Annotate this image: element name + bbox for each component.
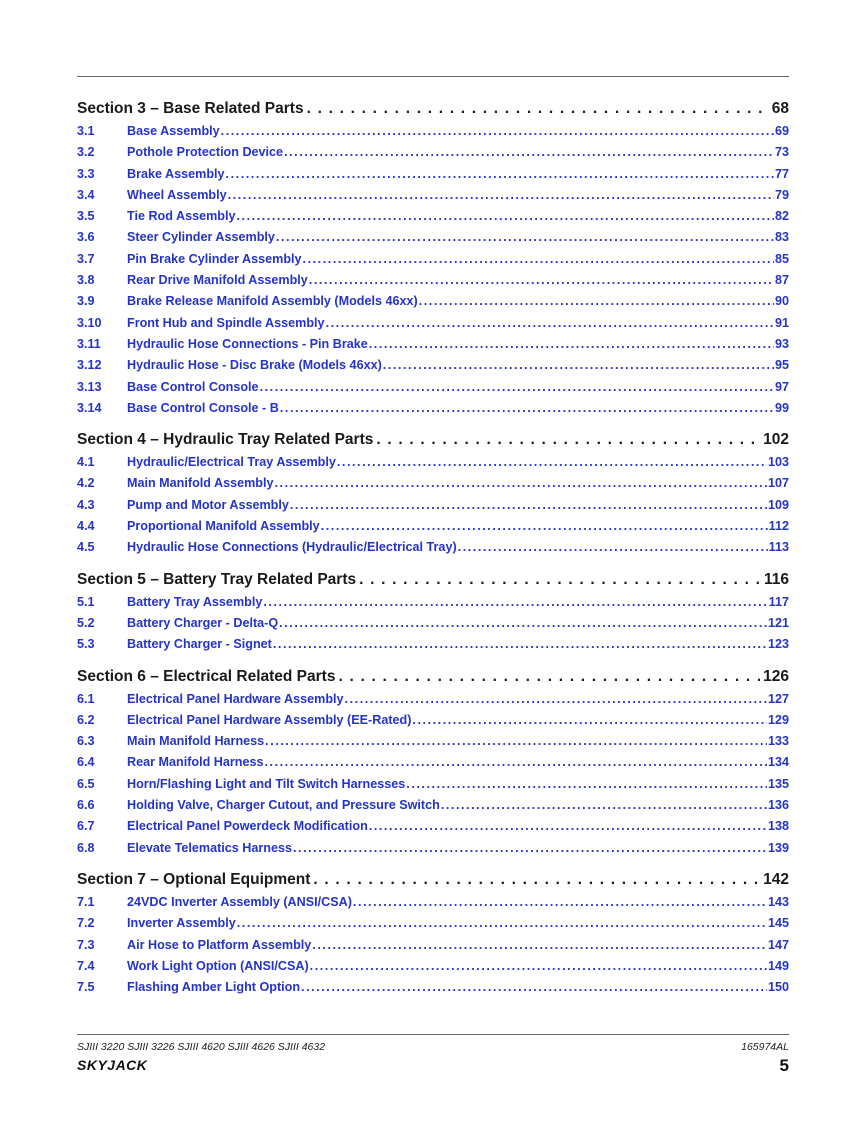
entry-page: 93 <box>774 336 789 351</box>
leader-dots <box>236 206 774 227</box>
entry-page: 79 <box>774 187 789 202</box>
leader-dots <box>237 913 767 934</box>
leader-dots <box>260 377 774 398</box>
entry-number: 7.3 <box>77 937 95 952</box>
entry-title: Front Hub and Spindle Assembly <box>127 315 325 330</box>
section-page: 68 <box>771 100 789 117</box>
entry-page: 82 <box>774 209 789 224</box>
entry-number: 4.1 <box>77 455 95 470</box>
entry-number: 5.1 <box>77 594 95 609</box>
entry-number: 5.3 <box>77 637 95 652</box>
section-heading[interactable] <box>77 568 789 592</box>
toc-entry[interactable] <box>77 142 789 163</box>
toc-entry[interactable] <box>77 913 789 934</box>
leader-dots <box>383 355 774 376</box>
leader-dots <box>345 689 767 710</box>
toc-entry[interactable] <box>77 731 789 752</box>
entry-title: Rear Manifold Harness <box>127 755 264 770</box>
section-page: 126 <box>763 667 789 685</box>
entry-page: 99 <box>774 400 789 415</box>
entry-page: 143 <box>767 894 789 909</box>
entry-page: 109 <box>767 497 789 512</box>
entry-page: 145 <box>767 916 789 931</box>
section-page: 116 <box>763 570 789 588</box>
toc-entry[interactable] <box>77 956 789 977</box>
toc-entry[interactable] <box>77 355 789 376</box>
entry-number: 3.8 <box>77 273 95 288</box>
entry-number: 3.6 <box>77 230 95 245</box>
toc-entry[interactable] <box>77 634 789 655</box>
section-title: Section 6 – Electrical Related Parts <box>77 667 336 685</box>
entry-page: 112 <box>768 519 789 534</box>
leader-dots <box>265 731 767 752</box>
entry-number: 3.9 <box>77 294 95 309</box>
leader-dots <box>273 634 767 655</box>
entry-number: 6.6 <box>77 798 95 813</box>
entry-number: 7.2 <box>77 916 95 931</box>
section-heading[interactable] <box>77 665 789 689</box>
entry-page: 107 <box>767 476 789 491</box>
toc-entry[interactable] <box>77 398 789 419</box>
toc-entry[interactable] <box>77 270 789 291</box>
entry-page: 129 <box>767 712 789 727</box>
toc-entry[interactable] <box>77 473 789 494</box>
toc-entry[interactable] <box>77 452 789 473</box>
leader-dots <box>353 892 767 913</box>
entry-title: Pothole Protection Device <box>127 145 284 160</box>
entry-title: Pin Brake Cylinder Assembly <box>127 251 302 266</box>
entry-page: 127 <box>767 691 789 706</box>
section-heading[interactable] <box>77 868 789 892</box>
entry-title: Work Light Option (ANSI/CSA) <box>127 958 309 973</box>
entry-number: 4.5 <box>77 540 95 555</box>
leader-dots <box>338 665 760 689</box>
entry-title: Inverter Assembly <box>127 916 236 931</box>
entry-title: Electrical Panel Powerdeck Modification <box>127 819 368 834</box>
toc-entry[interactable] <box>77 334 789 355</box>
entry-number: 3.3 <box>77 166 95 181</box>
entry-number: 3.5 <box>77 209 95 224</box>
table-of-contents <box>77 97 789 998</box>
section-title: Section 4 – Hydraulic Tray Related Parts <box>77 431 374 449</box>
entry-page: 136 <box>767 798 789 813</box>
entry-page: 121 <box>767 615 789 630</box>
toc-entry[interactable] <box>77 592 789 613</box>
entry-title: Horn/Flashing Light and Tilt Switch Harnesses <box>127 776 406 791</box>
entry-number: 7.4 <box>77 958 95 973</box>
toc-entry[interactable] <box>77 206 789 227</box>
entry-number: 3.11 <box>77 336 101 351</box>
toc-entry[interactable] <box>77 774 789 795</box>
entry-number: 6.3 <box>77 734 95 749</box>
toc-entry[interactable] <box>77 816 789 837</box>
entry-title: Hydraulic Hose - Disc Brake (Models 46xx) <box>127 358 382 373</box>
leader-dots <box>228 185 774 206</box>
toc-entry[interactable] <box>77 613 789 634</box>
entry-page: 103 <box>767 455 789 470</box>
toc-entry[interactable] <box>77 164 789 185</box>
entry-page: 117 <box>768 594 789 609</box>
leader-dots <box>264 752 767 773</box>
toc-entry[interactable] <box>77 291 789 312</box>
entry-title: Wheel Assembly <box>127 187 227 202</box>
entry-number: 3.1 <box>77 124 95 138</box>
toc-entry[interactable] <box>77 185 789 206</box>
leader-dots <box>419 291 774 312</box>
entry-title: Main Manifold Harness <box>127 734 265 749</box>
leader-dots <box>412 710 767 731</box>
entry-title: Base Control Console - B <box>127 400 279 415</box>
entry-number: 6.4 <box>77 755 95 770</box>
entry-page: 138 <box>767 819 789 834</box>
toc-entry[interactable] <box>77 977 789 998</box>
entry-page: 123 <box>767 637 789 652</box>
entry-page: 95 <box>774 358 789 373</box>
leader-dots <box>326 313 774 334</box>
leader-dots <box>307 97 769 121</box>
entry-number: 6.1 <box>77 691 95 706</box>
section-title: Section 5 – Battery Tray Related Parts <box>77 570 357 588</box>
leader-dots <box>221 121 774 142</box>
leader-dots <box>274 473 767 494</box>
entry-title: Brake Assembly <box>127 166 225 181</box>
entry-page: 91 <box>774 315 789 330</box>
entry-number: 6.7 <box>77 819 95 834</box>
toc-entry[interactable] <box>77 838 789 859</box>
entry-title: Flashing Amber Light Option <box>127 980 301 995</box>
leader-dots <box>359 568 761 592</box>
toc-entry[interactable] <box>77 249 789 270</box>
toc-entry[interactable] <box>77 795 789 816</box>
entry-page: 150 <box>767 980 789 995</box>
leader-dots <box>301 977 767 998</box>
entry-page: 83 <box>774 230 789 245</box>
toc-entry[interactable] <box>77 710 789 731</box>
entry-title: Pump and Motor Assembly <box>127 497 289 512</box>
toc-entry[interactable] <box>77 377 789 398</box>
entry-number: 6.8 <box>77 840 95 855</box>
section-page: 102 <box>763 431 789 449</box>
entry-page: 87 <box>774 273 789 288</box>
entry-title: Proportional Manifold Assembly <box>127 519 320 534</box>
leader-dots <box>303 249 774 270</box>
toc-entry[interactable] <box>77 689 789 710</box>
leader-dots <box>293 838 767 859</box>
page-number: 5 <box>779 1056 789 1075</box>
top-rule <box>77 76 789 77</box>
entry-title: Brake Release Manifold Assembly (Models 46xx) <box>127 294 418 309</box>
section-title: Section 3 – Base Related Parts <box>77 100 304 117</box>
entry-title: Main Manifold Assembly <box>127 476 274 491</box>
entry-page: 73 <box>774 145 789 160</box>
leader-dots <box>276 227 774 248</box>
leader-dots <box>312 935 767 956</box>
toc-entry[interactable] <box>77 935 789 956</box>
entry-title: Tie Rod Assembly <box>127 209 236 224</box>
footer-doc-code: 165974AL <box>741 1041 789 1053</box>
leader-dots <box>310 956 767 977</box>
entry-page: 90 <box>774 294 789 309</box>
entry-number: 6.5 <box>77 776 95 791</box>
entry-number: 3.10 <box>77 315 102 330</box>
entry-number: 6.2 <box>77 712 95 727</box>
entry-title: Rear Drive Manifold Assembly <box>127 273 308 288</box>
entry-page: 134 <box>767 755 789 770</box>
toc-entry[interactable] <box>77 892 789 913</box>
entry-title: Electrical Panel Hardware Assembly <box>127 691 344 706</box>
leader-dots <box>376 428 760 452</box>
leader-dots <box>369 816 767 837</box>
entry-number: 3.2 <box>77 145 95 160</box>
entry-page: 147 <box>767 937 789 952</box>
entry-page: 77 <box>774 166 789 181</box>
leader-dots <box>226 164 774 185</box>
entry-page: 85 <box>774 251 789 266</box>
entry-title: Battery Charger - Signet <box>127 637 272 652</box>
leader-dots <box>337 452 767 473</box>
toc-entry[interactable] <box>77 495 789 516</box>
leader-dots <box>284 142 774 163</box>
toc-entry[interactable] <box>77 121 789 142</box>
entry-page: 139 <box>767 840 789 855</box>
entry-number: 3.12 <box>77 358 102 373</box>
entry-page: 69 <box>774 124 789 138</box>
toc-entry[interactable] <box>77 752 789 773</box>
entry-page: 113 <box>768 540 789 555</box>
leader-dots <box>313 868 760 892</box>
section-heading[interactable] <box>77 428 789 452</box>
leader-dots <box>290 495 767 516</box>
entry-number: 4.4 <box>77 519 95 534</box>
entry-page: 133 <box>767 734 789 749</box>
entry-title: Air Hose to Platform Assembly <box>127 937 312 952</box>
leader-dots <box>441 795 767 816</box>
section-gap <box>77 419 789 428</box>
leader-dots <box>280 398 774 419</box>
entry-number: 5.2 <box>77 615 95 630</box>
leader-dots <box>369 334 774 355</box>
entry-number: 4.3 <box>77 497 95 512</box>
skyjack-logo: SKYJACK <box>77 1057 148 1073</box>
toc-entry[interactable] <box>77 227 789 248</box>
entry-title: Base Control Console <box>127 379 259 394</box>
section-gap <box>77 559 789 568</box>
section-heading[interactable] <box>77 97 789 121</box>
entry-number: 3.7 <box>77 251 95 266</box>
footer-models: SJIII 3220 SJIII 3226 SJIII 4620 SJIII 4626 SJIII 4632 <box>77 1041 326 1053</box>
entry-title: Electrical Panel Hardware Assembly (EE-Rated) <box>127 712 412 727</box>
section-gap <box>77 859 789 868</box>
section-page: 142 <box>763 870 789 888</box>
section-gap <box>77 656 789 665</box>
entry-number: 3.14 <box>77 400 102 415</box>
entry-number: 7.5 <box>77 980 95 995</box>
entry-number: 4.2 <box>77 476 95 491</box>
entry-page: 97 <box>774 379 789 394</box>
bottom-rule <box>77 1034 789 1035</box>
entry-title: 24VDC Inverter Assembly (ANSI/CSA) <box>127 894 352 909</box>
leader-dots <box>406 774 767 795</box>
entry-title: Battery Charger - Delta-Q <box>127 615 279 630</box>
entry-title: Hydraulic Hose Connections - Pin Brake <box>127 336 368 351</box>
toc-entry[interactable] <box>77 537 789 558</box>
leader-dots <box>458 537 768 558</box>
entry-title: Hydraulic/Electrical Tray Assembly <box>127 455 336 470</box>
leader-dots <box>279 613 767 634</box>
toc-entry[interactable] <box>77 516 789 537</box>
entry-page: 149 <box>767 958 789 973</box>
entry-title: Base Assembly <box>127 124 220 138</box>
entry-title: Battery Tray Assembly <box>127 594 263 609</box>
leader-dots <box>321 516 768 537</box>
entry-title: Hydraulic Hose Connections (Hydraulic/Electrical Tray) <box>127 540 457 555</box>
entry-number: 3.4 <box>77 187 95 202</box>
section-title: Section 7 – Optional Equipment <box>77 870 311 888</box>
entry-title: Steer Cylinder Assembly <box>127 230 275 245</box>
entry-title: Holding Valve, Charger Cutout, and Pressure Switch <box>127 798 440 813</box>
entry-number: 7.1 <box>77 894 95 909</box>
leader-dots <box>309 270 774 291</box>
leader-dots <box>263 592 767 613</box>
entry-title: Elevate Telematics Harness <box>127 840 292 855</box>
toc-entry[interactable] <box>77 313 789 334</box>
entry-page: 135 <box>767 776 789 791</box>
entry-number: 3.13 <box>77 379 102 394</box>
